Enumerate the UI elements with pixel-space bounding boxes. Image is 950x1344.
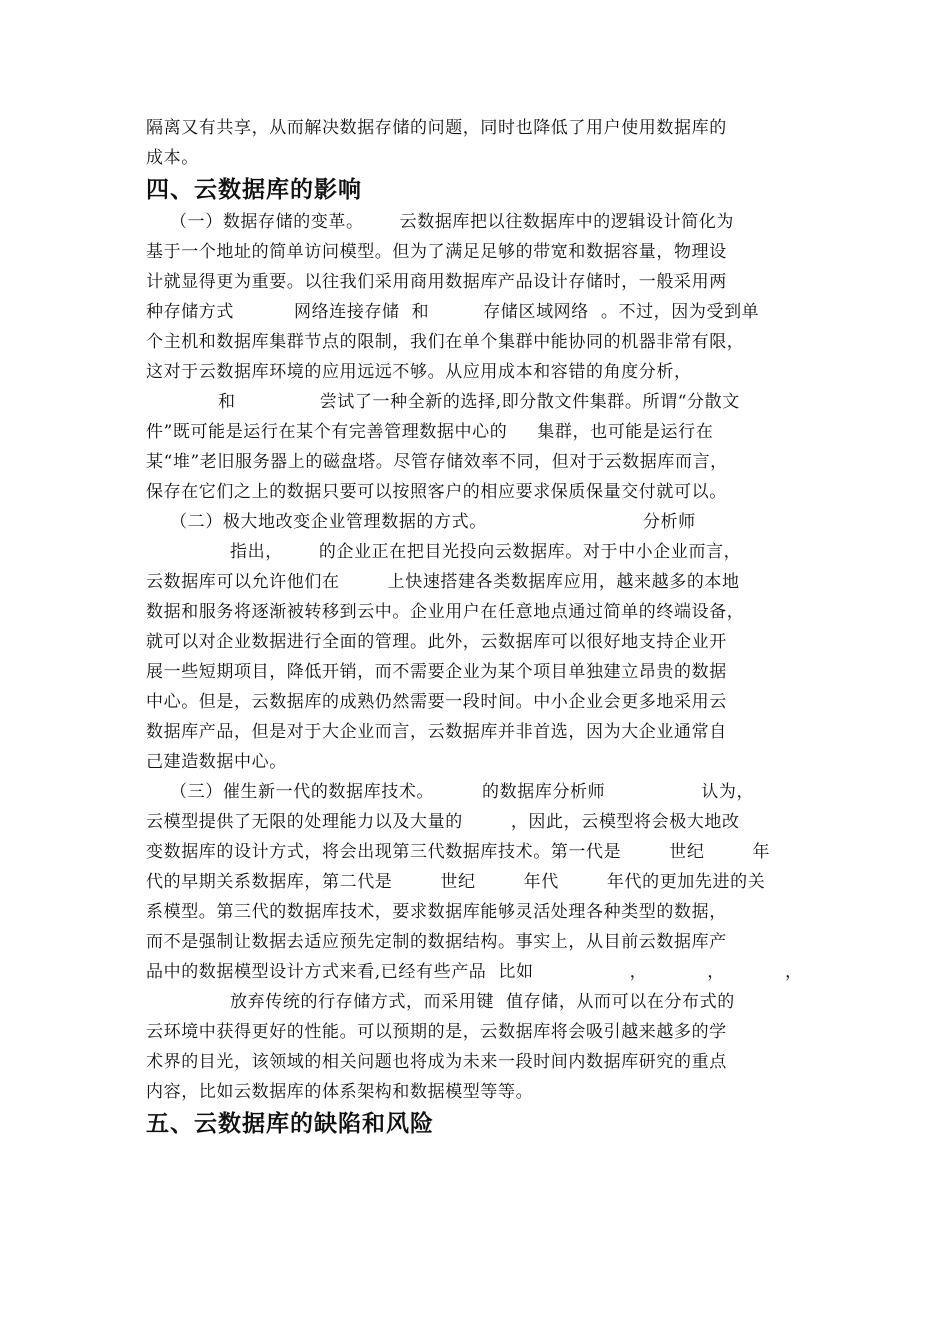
body-line: 云数据库可以允许他们在 上快速搭建各类数据库应用，越来越多的本地 xyxy=(146,572,740,592)
body-line: （一）数据存储的变革。 云数据库把以往数据库中的逻辑设计简化为 xyxy=(146,212,735,232)
body-line: 系模型。第三代的数据库技术，要求数据库能够灵活处理各种类型的数据， xyxy=(146,902,727,922)
body-line: 计就显得更为重要。以往我们采用商用数据库产品设计存储时，一般采用两 xyxy=(146,272,727,292)
section-4-heading: 四、云数据库的影响 xyxy=(146,176,362,203)
body-line: 就可以对企业数据进行全面的管理。此外，云数据库可以很好地支持企业开 xyxy=(146,632,727,652)
section-5-heading: 五、云数据库的缺陷和风险 xyxy=(146,1110,434,1137)
body-line: 云模型提供了无限的处理能力以及大量的 ，因此，云模型将会极大地改 xyxy=(146,812,740,832)
body-line: 保存在它们之上的数据只要可以按照客户的相应要求保质保量交付就可以。 xyxy=(146,482,727,502)
body-line: （二）极大地改变企业管理数据的方式。 分析师 xyxy=(146,512,696,532)
body-line: 数据和服务将逐渐被转移到云中。企业用户在任意地点通过简单的终端设备， xyxy=(146,602,745,622)
body-line: 件”既可能是运行在某个有完善管理数据中心的 集群，也可能是运行在 xyxy=(146,422,714,442)
text-column xyxy=(146,113,803,1141)
body-line: 代的早期关系数据库，第二代是 世纪 年代 年代的更加先进的关 xyxy=(146,872,766,892)
body-line: 个主机和数据库集群节点的限制，我们在单个集群中能协同的机器非常有限， xyxy=(146,332,745,352)
body-line: 数据库产品，但是对于大企业而言，云数据库并非首选，因为大企业通常自 xyxy=(146,722,727,742)
body-line: 种存储方式 网络连接存储 和 存储区域网络 。不过，因为受到单 xyxy=(146,302,760,322)
body-line: 而不是强制让数据去适应预先定制的数据结构。事实上，从目前云数据库产 xyxy=(146,932,727,952)
section-4-body xyxy=(146,207,803,1107)
body-line: 术界的目光，该领域的相关问题也将成为未来一段时间内数据库研究的重点 xyxy=(146,1052,727,1072)
intro-line-2: 成本。 xyxy=(146,148,199,168)
body-line: 某“堆”老旧服务器上的磁盘塔。尽管存储效率不同，但对于云数据库而言， xyxy=(146,452,728,472)
body-line: 己建造数据中心。 xyxy=(146,752,287,772)
body-line: 展一些短期项目，降低开销，而不需要企业为某个项目单独建立昂贵的数据 xyxy=(146,662,727,682)
body-line: 品中的数据模型设计方式来看,已经有些产品 比如 ， ， ， xyxy=(146,962,803,982)
body-line: 云环境中获得更好的性能。可以预期的是，云数据库将会吸引越来越多的学 xyxy=(146,1022,727,1042)
body-line: 变数据库的设计方式，将会出现第三代数据库技术。第一代是 世纪 年 xyxy=(146,842,771,862)
body-line: 和 尝试了一种全新的选择,即分散文件集群。所谓“分散文 xyxy=(146,392,740,412)
body-line: （三）催生新一代的数据库技术。 的数据库分析师 认为， xyxy=(146,782,755,802)
body-line: 指出， 的企业正在把目光投向云数据库。对于中小企业而言， xyxy=(146,542,742,562)
body-line: 这对于云数据库环境的应用远远不够。从应用成本和容错的角度分析， xyxy=(146,362,692,382)
body-line: 中心。但是，云数据库的成熟仍然需要一段时间。中小企业会更多地采用云 xyxy=(146,692,727,712)
body-line: 放弃传统的行存储方式，而采用键 值存储，从而可以在分布式的 xyxy=(146,992,735,1012)
intro-line-1: 隔离又有共享，从而解决数据存储的问题，同时也降低了用户使用数据库的 xyxy=(146,118,727,138)
body-line: 内容，比如云数据库的体系架构和数据模型等等。 xyxy=(146,1082,534,1102)
body-line: 基于一个地址的简单访问模型。但为了满足足够的带宽和数据容量，物理设 xyxy=(146,242,727,262)
